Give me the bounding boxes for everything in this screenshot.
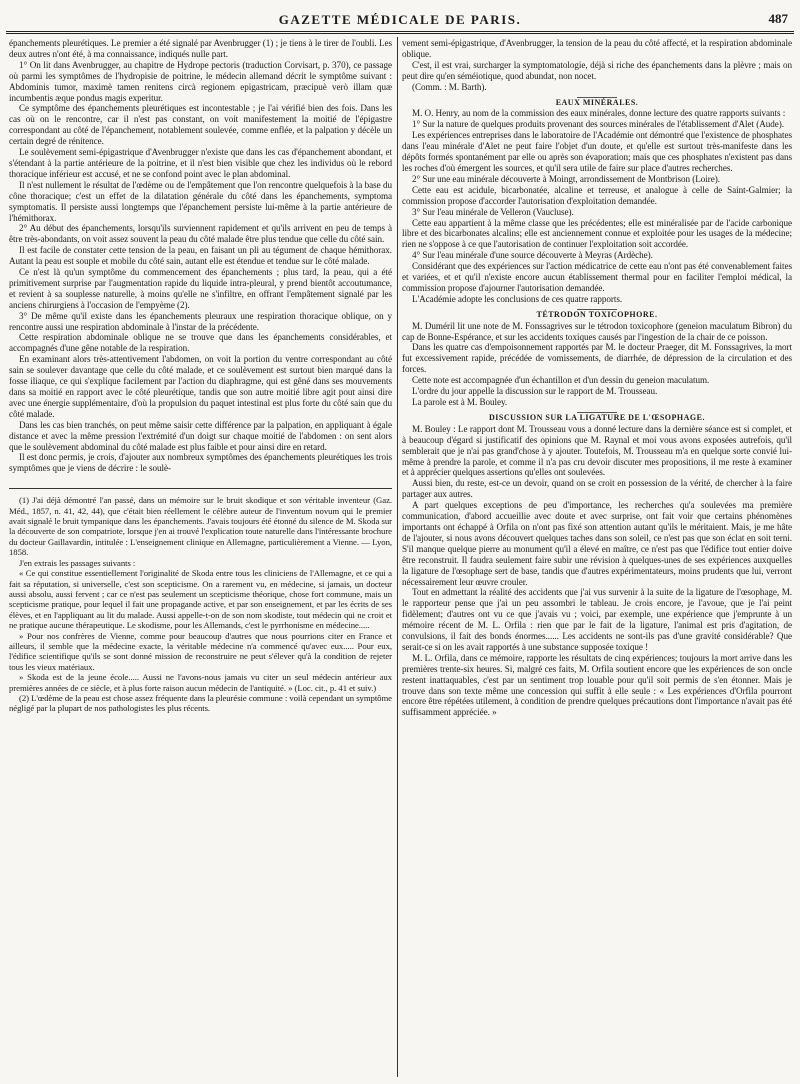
paragraph: Cette respiration abdominale oblique ne se trouve que dans les épanchements considérables, et accompagnés d'une gêne notable de la respiration. [9,332,392,354]
header-rule [6,31,794,34]
paragraph: Il n'est nullement le résultat de l'œdème ou de l'empâtement que l'on rencontre quelquefois à la base du cône thoracique; c'est un effet de la dilatation générale du côté dans les épanchements, symptoma symptomatis. Il persiste aussi longtemps que l'épanchement persiste lui-même à la partie antérieure de l'hémithorax. [9,179,392,223]
paragraph: M. L. Orfila, dans ce mémoire, rapporte les résultats de cinq expériences; toujours la mort arrive dans les premières trente-six heures. Si, malgré ces faits, M. Orfila soutient encore que les expériences de son oncle restent inattaquables, c'est par un sentiment trop louable pour qu'il soit permis de s'en étonner. Mais je trouve dans son texte même une concession qui suffit à elle seule : « Les expériences d'Orfila pourront encore être répétées utilement, à condition de prendre quelques précautions dont l'importance n'avait pas été suffisamment appréciée. » [402,652,792,718]
paragraph: épanchements pleurétiques. Le premier a été signalé par Avenbrugger (1) ; je tiens à le tirer de l'oubli. Les deux autres n'ont été, à ma connaissance, indiqués nulle part. [9,38,392,59]
page-number: 487 [768,11,788,26]
paragraph: Il est facile de constater cette tension de la peau, en faisant un pli au tégument de chaque hémithorax. Autant la peau est souple et mobile du côté sain, autant elle est étendue et tendue sur le côté malade. [9,245,392,267]
footnote: » Pour nos confrères de Vienne, comme pour beaucoup d'autres que nous pourrions citer en France et ailleurs, il semble que la médecine exacte, la véritable médecine n'a commencé qu'avec eux..... Pour eux, l'édifice scientifique qu'ils se sont donné mission de reconstruire ne peut s'élever qu'à la condition de rejeter tous les vieux matériaux. [9,630,392,672]
footnote: J'en extrais les passages suivants : [19,557,136,568]
right-column [402,38,792,1078]
paragraph: L'Académie adopte les conclusions de ces quatre rapports. [412,293,623,304]
left-column [9,38,392,1078]
section-heading-tetrodon: TÉTRODON TOXICOPHORE. [536,309,658,319]
paragraph: 4° Sur l'eau minérale d'une source découverte à Meyras (Ardèche). [412,250,653,261]
paragraph: Dans les cas bien tranchés, on peut même saisir cette différence par la palpation, en appliquant à égale distance et avec la même pression l'extrémité d'un doigt sur chaque moitié de l'abdomen : on sent alors que le soulèvement abdominal du côté malade est plus faible et pour ainsi dire en retard. [9,419,392,452]
footnote-rule [9,488,392,489]
paragraph: Cette eau est acidule, bicarbonatée, alcaline et terreuse, et analogue à celle de Saint-Galmier; la commission propose d'accorder l'autorisation d'exploitation demandée. [402,184,792,206]
page-title: GAZETTE MÉDICALE DE PARIS. [278,12,522,27]
paragraph: M. Bouley : Le rapport dont M. Trousseau vous a donné lecture dans la dernière séance est si complet, et à beaucoup d'égard si justificatif des opinions que M. Raynal et moi vous avons exposées autrefois, qu'il semblerait que je n'ai pas grand'chose à y ajouter. Toutefois, M. Trousseau m'a en quelque sorte convié lui-même à prendre la parole, et comme il n'a pas cru devoir discuter mes propositions, il me reste à examiner et à apprécier quelques assertions qu'elles ont soulevées. [402,423,792,478]
paragraph: 3° Sur l'eau minérale de Velleron (Vaucluse). [412,206,574,217]
paragraph: Cette note est accompagnée d'un échantillon et d'un dessin du geneion maculatum. [412,375,710,386]
section-heading-ligature: DISCUSSION SUR LA LIGATURE DE L'ŒSOPHAGE. [489,412,705,422]
paragraph: Ce n'est là qu'un symptôme du commencement des épanchements ; plus tard, la peau, qui a été primitivement surprise par l'augmentation rapide du liquide intra-pleural, y prend bientôt accoutumance, et revient à sa souplesse naturelle, à moins qu'elle ne s'infiltre, en offrant l'empâtement signalé par les anciens chirurgiens à l'occasion de l'empyème (2). [9,267,392,310]
paragraph: Considérant que des expériences sur l'action médicatrice de cette eau n'ont pas été convenablement faites et variées, et et qu'il n'existe encore aucun établissement thermal pour en faciliter l'emploi médical, la commission propose d'ajourner l'autorisation demandée. [402,261,792,293]
footnote: » Skoda est de la jeune école..... Aussi ne l'avons-nous jamais vu citer un seul médecin antérieur aux premières années de ce siècle, et à plus forte raison aucun médecin de l'antiquité. » (Loc. cit., p. 41 et suiv.) [9,672,392,693]
paragraph: M. O. Henry, au nom de la commission des eaux minérales, donne lecture des quatre rapports suivants : [412,108,786,119]
paragraph: M. Duméril lit une note de M. Fonssagrives sur le tétrodon toxicophore (geneion maculatum Bibron) du cap de Bonne-Espérance, et sur les accidents toxiques causés par l'ingestion de la chair de ce poisson. [402,320,792,342]
footnote: (2) L'œdème de la peau est chose assez fréquente dans la pleurésie commune : voilà cependant un symptôme négligé par la plupart de nos pathologistes les plus récents. [9,692,392,714]
paragraph: En examinant alors très-attentivement l'abdomen, on voit la portion du ventre correspondant au côté sain se soulever davantage que celle du côté malade, et ce soulèvement est surtout bien marqué dans la fosse iliaque, ce qui s'explique facilement par l'action du diaphragme, qui est gêné dans ses mouvements dans sa moitié en rapport avec le côté pleurétique, tandis que son autre moitié libre agit pout ainsi dire avec une énergie supplémentaire, d'où la propulsion du paquet intestinal est plus forte du côté sain que du côté malade. [9,354,392,419]
paragraph: 3° De même qu'il existe dans les épanchements pleuraux une respiration thoracique oblique, on y rencontre aussi une respiration abdominale à l'instar de la précédente. [9,310,392,332]
paragraph: 2° Sur une eau minérale découverte à Moingt, arrondissement de Montbrison (Loire). [412,173,720,184]
column-divider [397,37,398,1077]
paragraph: vement semi-épigastrique, d'Avenbrugger, la tension de la peau du côté affecté, et la respiration abdominale oblique. [402,38,792,59]
footnotes [9,495,392,714]
paragraph: Cette eau appartient à la même classe que les précédentes; elle est minéralisée par de l'acide carbonique libre et des bicarbonates alcalins; elle est anciennement connue et exploitée pour les usages de la médecine; rien ne s'oppose à ce que l'autorisation de continuer l'exploitation soit accordée. [402,217,792,250]
paragraph: Il est donc permis, je crois, d'ajouter aux nombreux symptômes des épanchements pleurétiques les trois symptômes que je viens de décrire : le soulè- [9,452,392,474]
footnote: (1) J'ai déjà démontré l'an passé, dans un mémoire sur le bruit skodique et son véritable inventeur (Gaz. Méd., 1857, n. 41, 42, 44), que c'était bien réellement le célèbre auteur de l'inventum novum qui le premier avait signalé le bruit tympanique dans les épanchements. J'avais toujours été étonné du silence de M. Skoda sur la découverte de son compatriote, lorsque j'en ai trouvé l'explication toute naturelle dans l'intéressante brochure du docteur Gaillavardin, intitulée : L'enseignement clinique en Allemagne, particulièrement a Vienne. — Lyon, 1858. [9,495,392,558]
paragraph: Dans les quatre cas d'empoisonnement rapportés par M. le docteur Praeger, dit M. Fonssagrives, la mort fut excessivement rapide, précédée de vomissements, de diarrhée, de dépression de la circulation et des forces. [402,342,792,375]
section-heading-eaux-minerales: EAUX MINÉRALES. [555,97,639,107]
paragraph: L'ordre du jour appelle la discussion sur le rapport de M. Trousseau. [412,386,658,397]
paragraph: 1° On lit dans Avenbrugger, au chapitre de Hydrope pectoris (traduction Corvisart, p. 370), ce passage où parmi les symptômes de l'hydropisie de poitrine, le médecin allemand décrit le symptôme suivant : Abdominis tumor, maximè tamen renitens circà regionem epigastricam, præcipuè verò illam quæ incumbentis æque pondus magis experitur. [9,59,392,103]
footnote: « Ce qui constitue essentiellement l'originalité de Skoda entre tous les cliniciens de l'Allemagne, et ce qui a fait sa réputation, si universelle, c'est son scepticisme. On a rarement vu, en médecine, si jamais, un docteur aussi absolu, aussi fervent ; car ce n'est pas seulement un scepticisme théorique, chose fort commune, mais un scepticisme pratique, pour lequel il fait une propagande active, et par son enseignement, et par les écrits de ses élèves, et en l'appliquant au lit du malade. Aussi appelle-t-on de son nom skodiste, tout médecin qui ne croit et ne pratique aucune thérapeutique. Le skodisme, pour les Allemands, c'est le pyrrhonisme en médecine..... [9,568,392,631]
paragraph: 2° Au début des épanchements, lorsqu'ils surviennent rapidement et qu'ils arrivent en peu de temps à être très-abondants, on voit assez souvent la peau du côté malade être plus tendue que celle du côté sain. [9,223,392,245]
paragraph: La parole est à M. Bouley. [412,397,508,407]
paragraph: A part quelques exceptions de peu d'importance, les recherches qu'a soulevées ma première communication, d'abord accueillie avec doute et avec surprise, ont fait voir que certains phénomènes importants ont échappé à Orfila on n'ont pas fixé son attention autant qu'ils le méritaient. Mais, je me hâte de l'ajouter, si nous avons découvert quelques taches dans son soleil, ce n'est pas que son éclat en soit terni. S'il manque quelque pierre au monument qu'il a élevé en maître, ce n'est pas que l'édifice tout entier doive être reconstruit. Il faudra seulement faire subir une révision à quelques-unes de ses expériences auxquelles la ligature de l'œsophage sert de base, tandis que d'autres expérimentateurs, moins prudents que lui, verront nécessairement leur œuvre crouler. [402,500,792,587]
paragraph: Le soulèvement semi-épigastrique d'Avenbrugger n'existe que dans les cas d'épanchement abondant, et s'étendant à la partie antérieure de la poitrine, et il n'est bien visible que chez les individus où le rebord thoracique inférieur est accusé, et ne se confond point avec le plan abdominal. [9,147,392,179]
paragraph: Ce symptôme des épanchements pleurétiques est incontestable ; je l'ai vérifié bien des fois. Dans les cas où on le rencontre, car il n'est pas constant, on voit manifestement la moitié de l'épigastre correspondant au côté de l'épanchement, notablement soulevée, comme enflée, et la palpation y décèle un certain degré de rénitence. [9,103,392,147]
paragraph: C'est, il est vrai, surcharger la symptomatologie, déjà si riche des épanchements dans la plèvre ; mais on peut dire qu'en séméiotique, quod abundat, non nocet. [402,59,792,81]
paragraph: 1° Sur la nature de quelques produits provenant des sources minérales de l'établissement d'Alet (Aude). [412,119,785,130]
paragraph: Tout en admettant la réalité des accidents que j'ai vus survenir à la suite de la ligature de l'œsophage, M. le rapporteur pense que j'ai un peu assombri le tableau. Je crois encore, je l'avoue, que je l'ai peint fidèlement; d'autres ont vu ce que j'avais vu ; voici, par exemple, une expérience que j'emprunte à un mémoire récent de M. L. Orfila : rien que par le fait de la ligature, l'animal est pris d'agitation, de convulsions, il fait des bonds énormes...... Les accidents ne sont-ils pas d'une gravité considérable? Que serait-ce si on les avait rapportés à une substance supposée toxique ! [402,587,792,652]
paragraph: Les expériences entreprises dans le laboratoire de l'Académie ont démontré que l'existence de phosphates dans l'eau minérale d'Alet ne peut faire l'objet d'un doute, et qu'elle est surtout très-manifeste dans les dépôts formés spontanément par elle ou après son évaporation; mais que ces phosphates n'existent pas dans les roches d'où émergent les sources, et qu'il sera utile de faire sur place d'autres recherches. [402,130,792,173]
paragraph: Aussi bien, du reste, est-ce un devoir, quand on se croit en possession de la vérité, de chercher à la faire partager aux autres. [402,478,792,500]
commission-note: (Comm. : M. Barth). [412,81,487,92]
page-header [0,0,800,34]
